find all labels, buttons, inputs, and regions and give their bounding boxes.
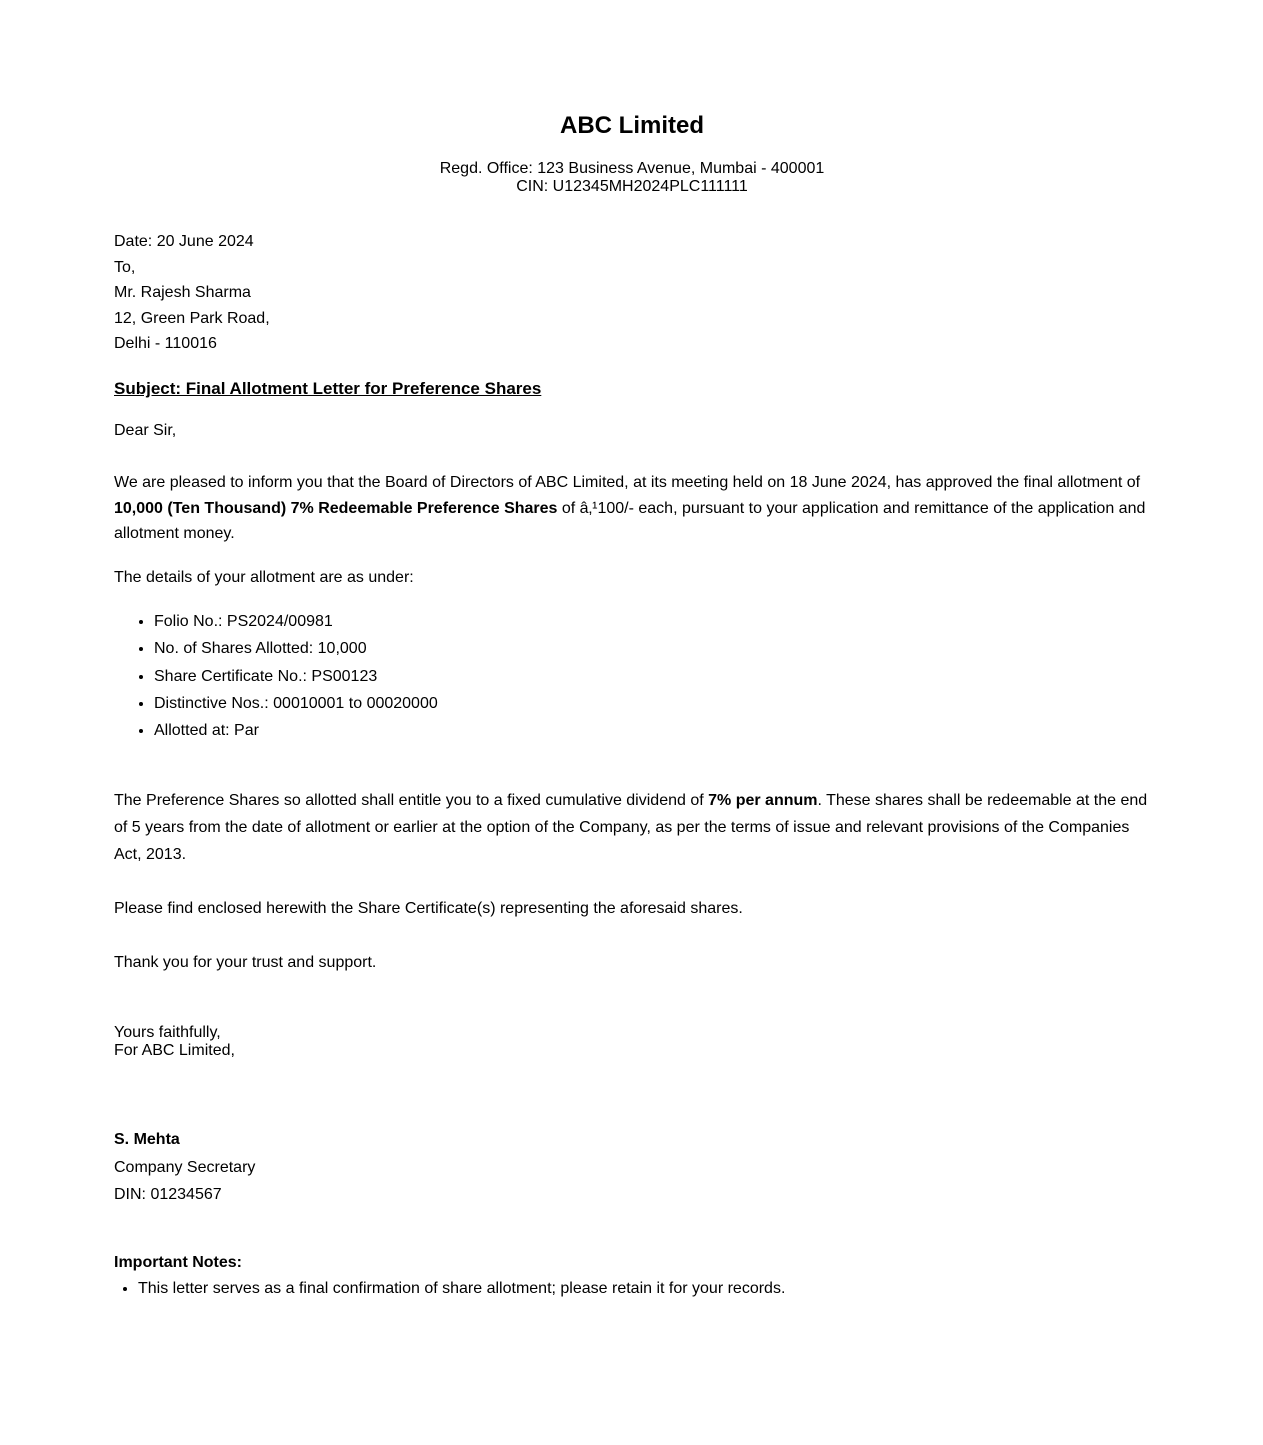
dividend-text-a: The Preference Shares so allotted shall entitle you to a fixed cumulative dividend of xyxy=(114,792,709,809)
dividend-rate-bold: 7% per annum xyxy=(708,792,818,809)
closing-block xyxy=(114,1024,235,1060)
allotment-details-list xyxy=(114,608,438,744)
dividend-paragraph xyxy=(114,787,1150,868)
registered-office: Regd. Office: 123 Business Avenue, Mumbai - 400001 xyxy=(439,160,825,177)
company-address xyxy=(114,160,1150,196)
note-item: • This letter serves as a final confirmation of share allotment; please retain it for your records. xyxy=(138,1278,785,1300)
allotment-shares-bold: 10,000 (Ten Thousand) 7% Redeemable Preference Shares xyxy=(114,499,558,517)
recipient-to: To, xyxy=(114,258,136,276)
allotment-text-b: of â‚¹100/- each, pursuant to your application and remittance of the application and allotment money. xyxy=(114,499,1146,542)
enclosure-paragraph: Please find enclosed herewith the Share Certificate(s) representing the aforesaid shares. xyxy=(114,900,743,917)
salutation: Dear Sir, xyxy=(114,422,177,439)
detail-shares-allotted: • No. of Shares Allotted: 10,000 xyxy=(154,635,438,662)
letter-date: Date: 20 June 2024 xyxy=(114,233,254,250)
cin-number: CIN: U12345MH2024PLC111111 xyxy=(516,178,748,195)
allotment-paragraph xyxy=(114,470,1150,547)
detail-allotted-at: • Allotted at: Par xyxy=(154,717,438,744)
notes-title: Important Notes: xyxy=(114,1254,242,1271)
details-intro: The details of your allotment are as under: xyxy=(114,569,414,586)
closing-line2: For ABC Limited, xyxy=(114,1042,235,1059)
signatory-title: Company Secretary xyxy=(114,1158,256,1176)
dividend-text-b: . These shares shall be redeemable at the end of 5 years from the date of allotment or earlier at the option of the Company, as per the terms of issue and relevant provisions of the Companies Act, 2013. xyxy=(114,792,1148,863)
detail-certificate-no: • Share Certificate No.: PS00123 xyxy=(154,663,438,690)
signatory-block xyxy=(114,1126,255,1209)
recipient-address-line2: Delhi - 110016 xyxy=(114,335,217,352)
subject-line: Subject: Final Allotment Letter for Preference Shares xyxy=(114,379,542,398)
letterhead xyxy=(114,110,1150,196)
thank-you-paragraph: Thank you for your trust and support. xyxy=(114,954,377,971)
recipient-name: Mr. Rajesh Sharma xyxy=(114,284,251,301)
detail-folio: • Folio No.: PS2024/00981 xyxy=(154,608,438,635)
signatory-name: S. Mehta xyxy=(114,1131,180,1148)
company-name: ABC Limited xyxy=(560,112,704,139)
signatory-din: DIN: 01234567 xyxy=(114,1186,222,1203)
detail-distinctive-nos: • Distinctive Nos.: 00010001 to 00020000 xyxy=(154,690,438,717)
recipient-block xyxy=(114,229,270,357)
allotment-text-a: We are pleased to inform you that the Board of Directors of ABC Limited, at its meeting held on 18 June 2024, has approved the final allotment of xyxy=(114,474,1141,491)
notes-list xyxy=(114,1278,785,1300)
recipient-address-line1: 12, Green Park Road, xyxy=(114,309,270,327)
closing-line1: Yours faithfully, xyxy=(114,1024,221,1041)
